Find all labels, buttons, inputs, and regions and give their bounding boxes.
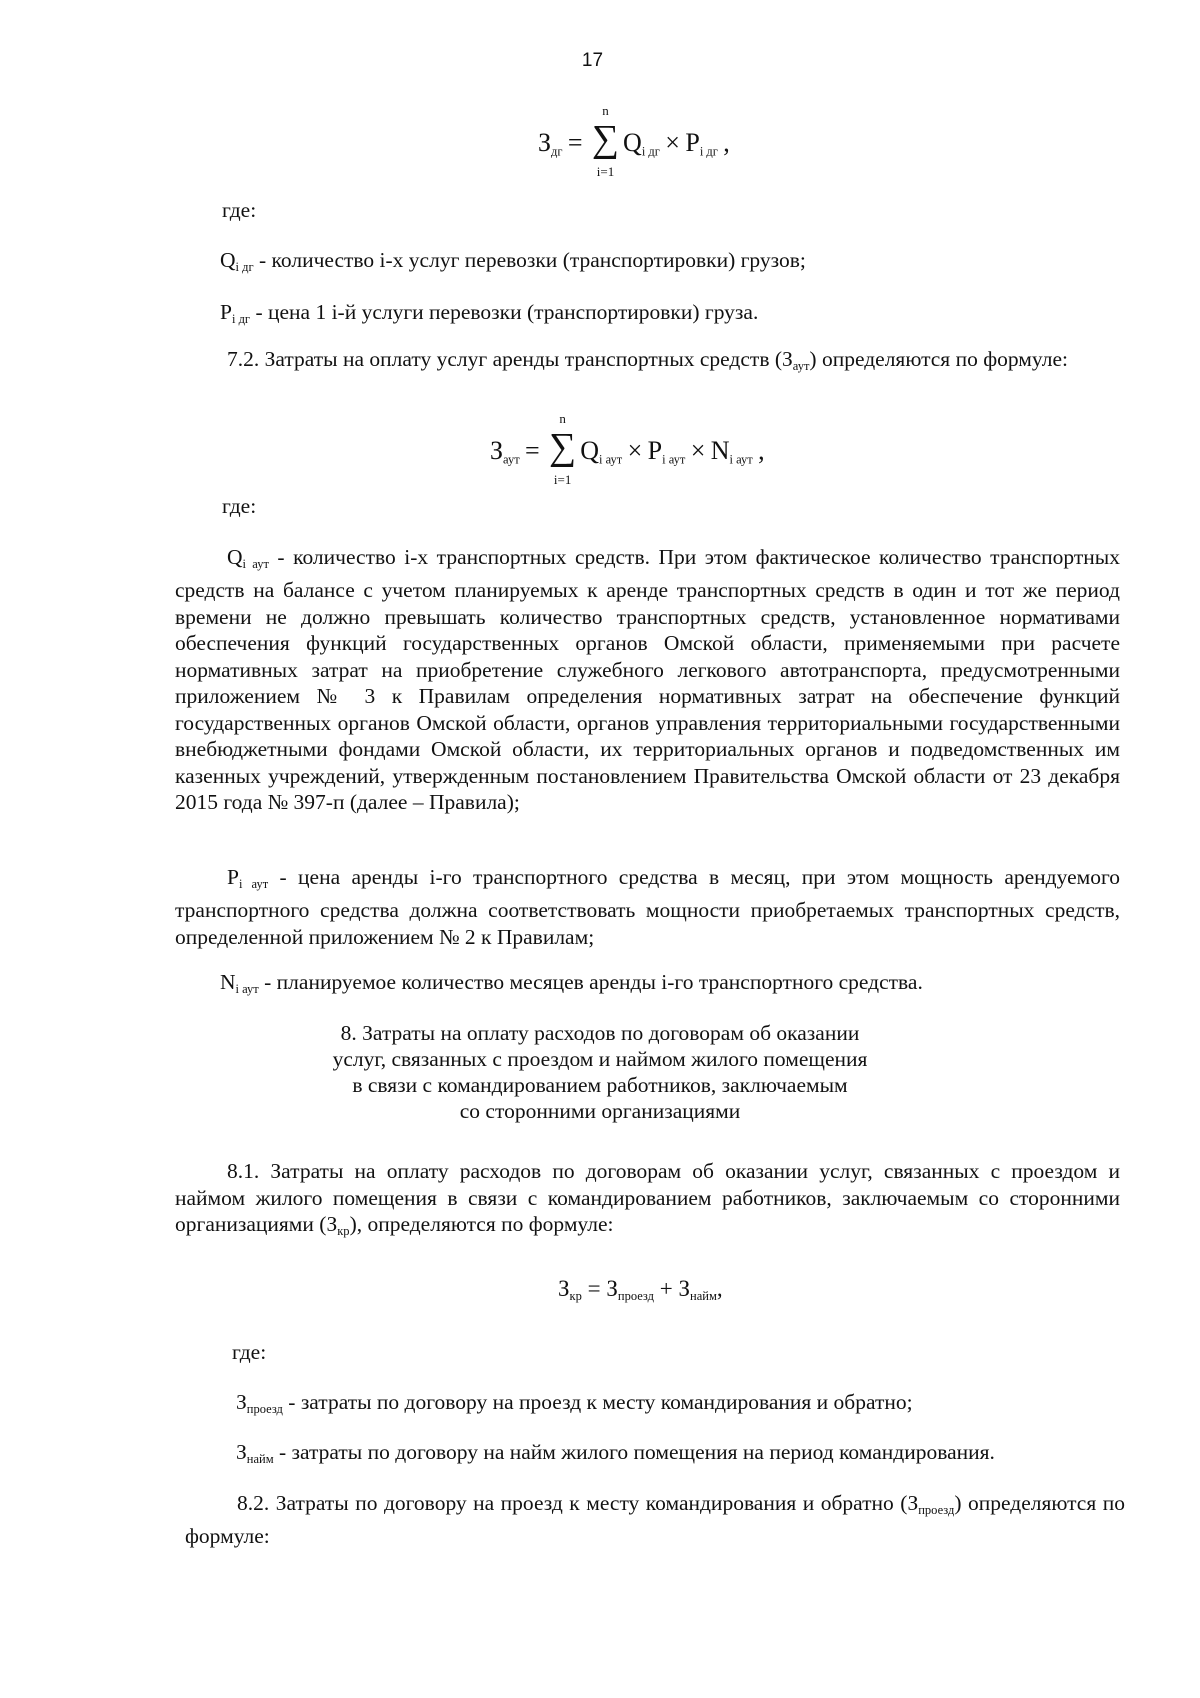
- term-p: P: [647, 436, 663, 465]
- term-p: P: [685, 128, 700, 157]
- symbol-sub: аут: [792, 358, 810, 373]
- formula-business-trip-cost: [558, 1276, 723, 1304]
- equals-sign: =: [525, 436, 540, 465]
- term-q: Q: [623, 128, 642, 157]
- equals-sign: =: [581, 1276, 607, 1301]
- heading-line: со сторонними организациями: [459, 1099, 741, 1123]
- where-label: где:: [222, 494, 257, 518]
- symbol-sub: i аут: [235, 981, 259, 996]
- paragraph-text: 8.2. Затраты по договору на проезд к месту командирования и обратно (З: [237, 1491, 919, 1515]
- symbol-sub: i аут: [242, 556, 269, 571]
- definition-q-freight: [220, 248, 806, 275]
- formula-lhs-sub: дг: [551, 144, 563, 159]
- formula-lhs: З: [490, 436, 504, 465]
- definition-text: - цена 1 i-й услуги перевозки (транспортировки) груза.: [250, 300, 759, 324]
- symbol-sub: кр: [337, 1223, 350, 1238]
- sum-upper-limit: n: [602, 103, 609, 118]
- symbol-sub: проезд: [246, 1401, 283, 1416]
- formula-freight-cost: [538, 103, 730, 179]
- symbol-sub: i дг: [235, 259, 254, 274]
- term-lodging-sub: найм: [690, 1288, 717, 1303]
- term-travel-sub: проезд: [617, 1288, 654, 1303]
- term-q-sub: i аут: [598, 452, 623, 467]
- definition-text: - затраты по договору на проезд к месту командирования и обратно;: [282, 1390, 913, 1414]
- definition-lodging: [236, 1440, 995, 1467]
- term-q: Q: [580, 436, 599, 465]
- symbol-sub: найм: [246, 1451, 274, 1466]
- plus-sign: +: [654, 1276, 679, 1301]
- formula-vehicle-rental-cost: [490, 411, 765, 487]
- heading-line: услуг, связанных с проездом и наймом жилого помещения: [332, 1047, 868, 1071]
- term-p-sub: i аут: [662, 452, 686, 467]
- formula-end: ,: [723, 128, 730, 157]
- symbol: Q: [227, 545, 243, 569]
- symbol-sub: проезд: [918, 1502, 955, 1517]
- definition-text: - количество i-х транспортных средств. При этом фактическое количество транспортных средств на балансе с учетом планируемых к аренде транспортных средств в один и тот же период времени не должно превышать количество транспортных средств, установленное нормативами обеспечения функций государственных органов Омской области, применяемыми при расчете нормативных затрат на приобретение служебного легкового автотранспорта, предусмотренными приложением № 3 к Правилам определения нормативных затрат на обеспечение функций государственных органов Омской области, органов управления территориальными государственными внебюджетными фондами Омской области, их территориальных органов и подведомственных им казенных учреждений, утвержденным постановлением Правительства Омской области от 23 декабря 2015 года № 397-п (далее – Правила);: [175, 545, 1120, 815]
- definition-q-vehicles: [175, 544, 1120, 816]
- term-n-sub: i аут: [729, 452, 753, 467]
- paragraph-text-end: ), определяются по формуле:: [349, 1212, 614, 1236]
- formula-lhs: З: [538, 128, 552, 157]
- definition-text: - цена аренды i-го транспортного средства в месяц, при этом мощность арендуемого транспортного средства должна соответствовать мощности приобретаемых транспортных средств, определенной приложением № 2 к Правилам;: [175, 865, 1120, 949]
- heading-line: 8. Затраты на оплату расходов по договорам об оказании: [340, 1021, 860, 1045]
- paragraph-text: 8.1. Затраты на оплату расходов по договорам об оказании услуг, связанных с проездом и наймом жилого помещения в связи с командированием работников, заключаемым со сторонними организациями (З: [175, 1159, 1120, 1236]
- term-travel: З: [606, 1276, 618, 1301]
- symbol: З: [236, 1390, 247, 1414]
- where-label: где:: [222, 198, 257, 222]
- section-8-1-paragraph: [175, 1158, 1120, 1244]
- paragraph-text-end: ) определяются по формуле:: [185, 1491, 1125, 1549]
- section-8-2-paragraph: [185, 1490, 1125, 1550]
- formula-lhs-sub: аут: [503, 452, 520, 467]
- symbol: N: [220, 970, 236, 994]
- symbol: Q: [220, 248, 236, 272]
- where-label: где:: [232, 1340, 267, 1364]
- summation-sign: ∑ n i=1: [592, 120, 619, 158]
- page-number: 17: [581, 50, 604, 71]
- paragraph-text: 7.2. Затраты на оплату услуг аренды транспортных средств (З: [227, 347, 793, 371]
- term-p-sub: i дг: [699, 144, 718, 159]
- times-sign: ×: [690, 436, 706, 465]
- definition-text: - затраты по договору на найм жилого помещения на период командирования.: [273, 1440, 995, 1464]
- term-q-sub: i дг: [641, 144, 660, 159]
- definition-text: - количество i-х услуг перевозки (транспортировки) грузов;: [253, 248, 806, 272]
- section-8-heading: [0, 1020, 1200, 1124]
- formula-end: ,: [716, 1276, 723, 1301]
- symbol-sub: i аут: [238, 876, 269, 891]
- term-lodging: З: [678, 1276, 691, 1301]
- heading-line: в связи с командированием работников, заключаемым: [352, 1073, 848, 1097]
- times-sign: ×: [627, 436, 643, 465]
- equals-sign: =: [567, 128, 583, 157]
- definition-n-months: [220, 970, 923, 997]
- symbol: P: [220, 300, 232, 324]
- symbol: P: [227, 865, 239, 889]
- symbol-sub: i дг: [231, 311, 251, 326]
- formula-lhs: З: [558, 1276, 570, 1301]
- sum-upper-limit: n: [559, 411, 566, 426]
- section-7-2-paragraph: [175, 346, 1120, 379]
- definition-text: - планируемое количество месяцев аренды i-го транспортного средства.: [258, 970, 923, 994]
- definition-travel: [236, 1390, 913, 1417]
- term-n: N: [710, 436, 730, 465]
- symbol: З: [236, 1440, 247, 1464]
- sum-lower-limit: i=1: [553, 472, 572, 487]
- definition-p-freight: [220, 300, 758, 327]
- sum-lower-limit: i=1: [596, 164, 615, 179]
- definition-p-vehicles: [175, 864, 1120, 950]
- paragraph-text-end: ) определяются по формуле:: [809, 347, 1068, 371]
- times-sign: ×: [665, 128, 680, 157]
- summation-sign: ∑ n i=1: [549, 428, 576, 466]
- formula-lhs-sub: кр: [569, 1288, 582, 1303]
- formula-end: ,: [758, 436, 765, 465]
